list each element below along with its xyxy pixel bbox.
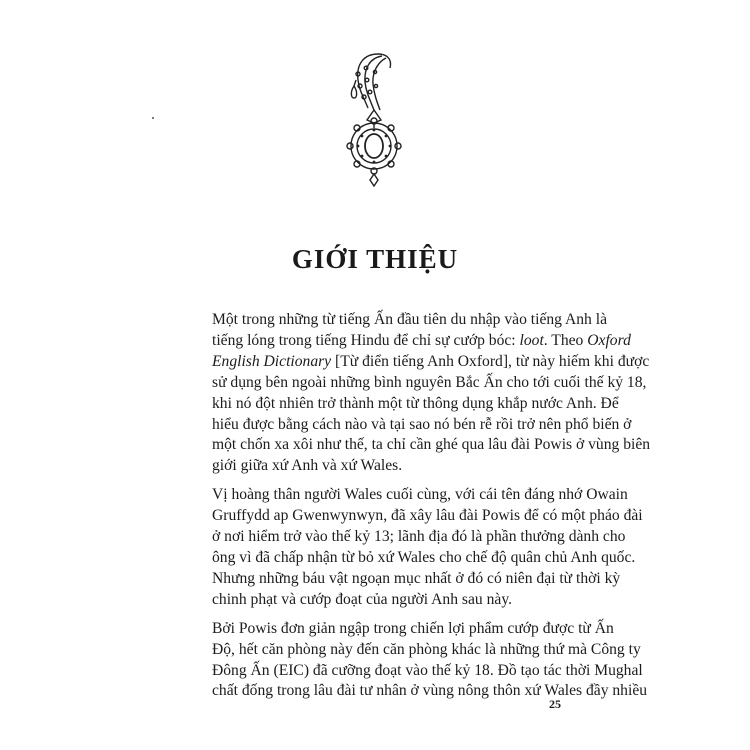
- text-run: Gruffydd ap Gwenwynwyn, đã xây lâu đài Powis để có một pháo đài: [212, 507, 643, 525]
- text-line: [188, 569, 621, 590]
- text-run: Đông Ấn (EIC) đã cưỡng đoạt vào thế kỷ 18. Đồ tạo tác thời Mughal: [212, 661, 643, 679]
- paragraph: [188, 485, 643, 610]
- text-line: [188, 527, 626, 548]
- text-run: Độ, hết căn phòng này đến căn phòng khác là những thứ mà Công ty: [212, 640, 641, 658]
- text-run: chinh phạt và cướp đoạt của người Anh sau này.: [212, 590, 513, 608]
- italic-text-run: English Dictionary: [212, 352, 332, 370]
- text-line: [188, 456, 566, 477]
- text-run: ông vì đã chấp nhận từ bỏ xứ Wales cho chế độ quân chủ Anh quốc.: [212, 548, 636, 566]
- jewel-pendant-ornament-icon: [334, 50, 414, 190]
- text-line: [188, 506, 643, 527]
- text-line: [188, 640, 641, 661]
- text-line: [188, 548, 636, 569]
- text-run: tiếng lóng trong tiếng Hindu để chỉ sự cướp bóc:: [212, 331, 520, 349]
- text-line: [188, 352, 650, 373]
- text-run: ở nơi hiểm trở vào thế kỷ 13; lãnh địa đó là phần thưởng dành cho: [212, 528, 626, 546]
- chapter-title: GIỚI THIỆU: [291, 244, 459, 275]
- text-run: Nhưng những báu vật ngoạn mục nhất ở đó có niên đại từ thời kỳ: [212, 569, 621, 587]
- text-line: [188, 681, 648, 702]
- italic-text-run: loot: [519, 331, 544, 349]
- ink-speck: [152, 117, 154, 119]
- text-run: Vị hoàng thân người Wales cuối cùng, với cái tên đáng nhớ Owain: [212, 486, 628, 504]
- text-run: sử dụng bên ngoài những bình nguyên Bắc Ấn cho tới cuối thế kỷ 18,: [212, 373, 647, 391]
- italic-text-run: Oxford: [587, 331, 631, 349]
- text-line: [188, 485, 628, 506]
- text-run: hiểu được bằng cách nào và tại sao nó bén rễ rồi trở nên phổ biến ở: [212, 415, 632, 433]
- text-line: [188, 394, 619, 415]
- paragraph: [188, 619, 648, 703]
- page-number: 25: [549, 697, 561, 711]
- text-run: một chốn xa xôi như thế, ta chỉ cần ghé qua lâu đài Powis ở vùng biên: [212, 436, 651, 454]
- text-line: [188, 661, 643, 682]
- text-line: [188, 590, 566, 611]
- text-run: [Từ điển tiếng Anh Oxford], từ này hiếm khi được: [331, 352, 650, 370]
- text-line: [188, 331, 631, 352]
- text-run: chất đống trong lâu đài tư nhân ở vùng nông thôn xứ Wales đầy nhiều: [212, 682, 648, 700]
- text-run: . Theo: [543, 331, 588, 349]
- body-text: [188, 310, 651, 702]
- text-run: khi nó đột nhiên trở thành một từ thông dụng khắp nước Anh. Để: [212, 394, 619, 412]
- text-line: [188, 435, 651, 456]
- text-run: Bởi Powis đơn giản ngập trong chiến lợi phẩm cướp được từ Ấn: [212, 619, 614, 637]
- text-line: [188, 619, 614, 640]
- text-line: [188, 373, 647, 394]
- text-run: giới giữa xứ Anh và xứ Wales.: [212, 457, 403, 475]
- paragraph: [188, 310, 651, 477]
- text-line: [188, 415, 632, 436]
- text-run: Một trong những từ tiếng Ấn đầu tiên du nhập vào tiếng Anh là: [212, 311, 607, 328]
- text-line: [188, 310, 607, 331]
